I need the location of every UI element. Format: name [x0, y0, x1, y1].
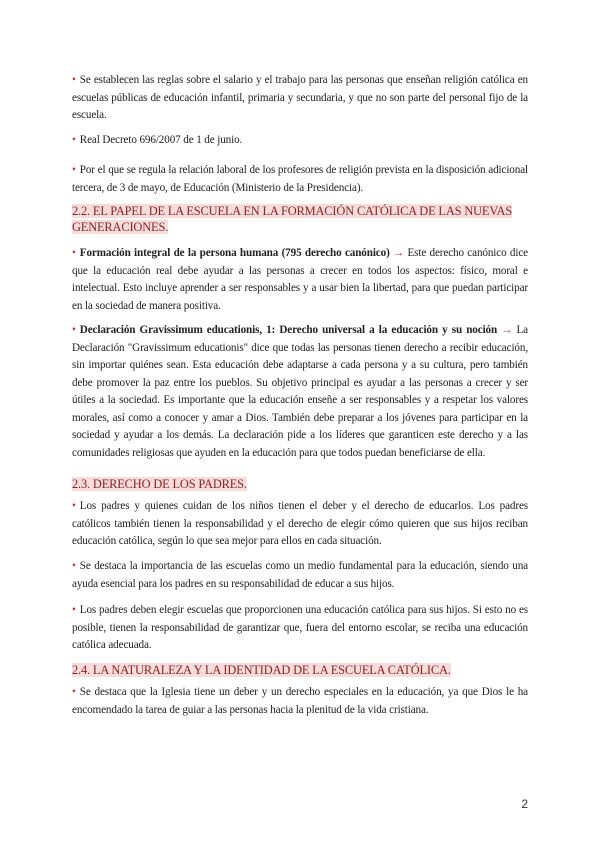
page-number: 2 [521, 797, 528, 811]
bullet-icon: • [72, 164, 76, 176]
list-item [72, 132, 242, 150]
item-text: Los padres deben elegir escuelas que proporcionen una educación católica para sus hijos. Si esto no es posible, tienen la responsabilidad de garantizar que, fuera del entorno escolar, se reciba una educación católica adecuada. [72, 604, 528, 651]
list-item [72, 602, 528, 655]
bullet-icon: • [72, 686, 76, 698]
item-text: Este derecho canónico dice que la educación real debe ayudar a las personas a crecer en todos los aspectos: físico, moral e intelectual. Esto incluye aprender a ser responsables y a usar bien la libertad, para que puedan participar en la sociedad de manera positiva. [72, 247, 528, 312]
list-item [72, 162, 528, 197]
bullet-icon: • [72, 500, 76, 512]
list-item [72, 498, 528, 551]
bullet-icon: • [72, 134, 76, 146]
list-item [72, 322, 528, 462]
bullet-icon: • [72, 604, 76, 616]
bullet-icon: • [72, 560, 76, 572]
item-text: Se destaca la importancia de las escuelas como un medio fundamental para la educación, siendo una ayuda esencial para los padres en su responsabilidad de educar a sus hijos. [72, 560, 528, 590]
item-bold-title: Declaración Gravissimum educationis, 1: Derecho universal a la educación y su noción [79, 324, 498, 336]
item-text: Se destaca que la Iglesia tiene un deber y un derecho especiales en la educación, ya que Dios le ha encomendado la tarea de guiar a las personas hacia la plenitud de la vida cristiana. [72, 686, 528, 716]
list-item [72, 72, 528, 125]
item-text: La Declaración "Gravissimum educationis" dice que todas las personas tienen derecho a recibir educación, sin importar quiénes sean. Esta educación debe adaptarse a cada persona y a su cultura, pero también debe promover la paz entre los pueblos. Su objetivo principal es ayudar a las personas a crecer y ser útiles a la sociedad. Es importante que la educación enseñe a ser responsables y a respetar los valores morales, así como a conocer y amar a Dios. También debe preparar a los jóvenes para participar en la sociedad y ayudar a los demás. La declaración pide a los líderes que garanticen este derecho y a las comunidades religiosas que ayuden en la educación para que todos puedan beneficiarse de ella. [72, 324, 529, 459]
section-heading-text: 2.3. DERECHO DE LOS PADRES. [72, 477, 247, 491]
section-heading-text: 2.2. EL PAPEL DE LA ESCUELA EN LA FORMACIÓN CATÓLICA DE LAS NUEVAS GENERACIONES. [72, 204, 513, 234]
list-item [72, 684, 528, 719]
arrow-icon: → [393, 247, 405, 259]
bullet-icon: • [72, 324, 76, 336]
item-bold-title: Formación integral de la persona humana (795 derecho canónico) [79, 247, 390, 259]
section-heading [72, 476, 247, 492]
item-text: Por el que se regula la relación laboral de los profesores de religión prevista en la disposición adicional tercera, de 3 de mayo, de Educación (Ministerio de la Presidencia). [72, 164, 528, 194]
list-item [72, 558, 528, 593]
item-text: Real Decreto 696/2007 de 1 de junio. [79, 134, 243, 146]
item-text: Se establecen las reglas sobre el salario y el trabajo para las personas que enseñan religión católica en escuelas públicas de educación infantil, primaria y secundaria, y que no son parte del personal fijo de la escuela. [72, 74, 528, 121]
section-heading [72, 662, 451, 678]
bullet-icon: • [72, 247, 76, 259]
section-heading-text: 2.4. LA NATURALEZA Y LA IDENTIDAD DE LA ESCUELA CATÓLICA. [72, 663, 451, 677]
arrow-icon: → [501, 324, 513, 336]
item-text: Los padres y quienes cuidan de los niños tienen el deber y el derecho de educarlos. Los padres católicos también tienen la responsabilidad y el derecho de elegir cómo quieren que sus hijos reciban educación católica, según lo que sea mejor para ellos en cada situación. [72, 500, 528, 547]
section-heading [72, 203, 528, 235]
list-item [72, 245, 528, 315]
bullet-icon: • [72, 74, 76, 86]
